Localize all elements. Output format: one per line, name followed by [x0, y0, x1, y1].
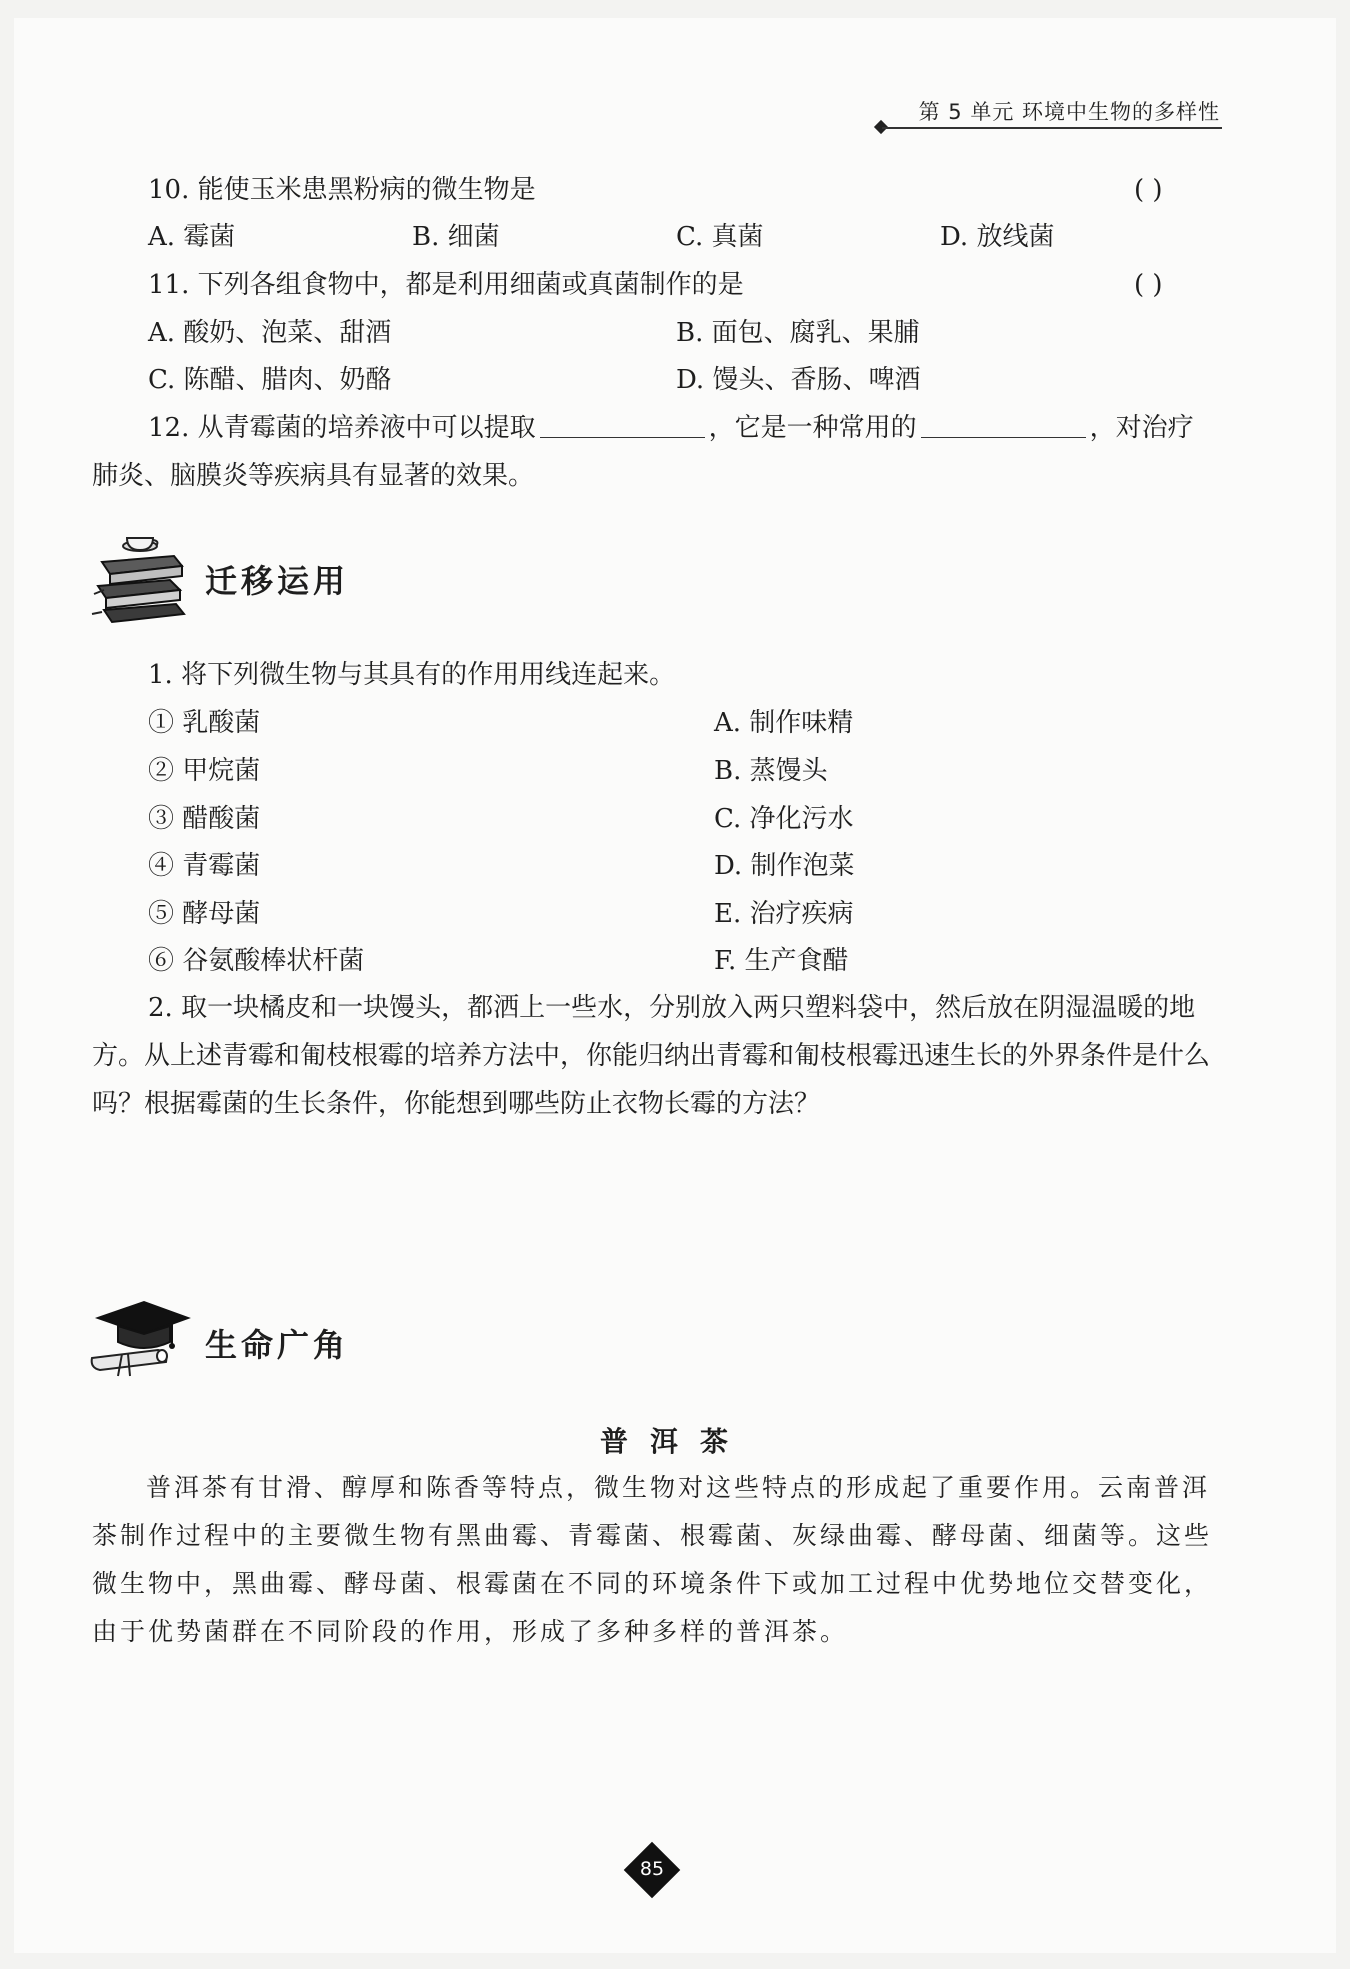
q10-option-a: A. 霉菌 [148, 222, 236, 252]
page-number: 85 [639, 1858, 665, 1880]
q10-stem: 10. 能使玉米患黑粉病的微生物是 [148, 175, 536, 205]
q11-option-b: B. 面包、腐乳、果脯 [676, 318, 920, 348]
q10-option-d: D. 放线菌 [940, 222, 1055, 252]
q12-part1: 12. 从青霉菌的培养液中可以提取 [148, 413, 536, 443]
q11-option-d: D. 馒头、香肠、啤酒 [676, 365, 921, 395]
q12-blank-1[interactable] [540, 437, 705, 438]
t1-left-item: ② 甲烷菌 [148, 756, 261, 786]
q10-option-c: C. 真菌 [676, 222, 764, 252]
article-title: 普洱茶 [599, 1425, 750, 1458]
q12-part2: ，它是一种常用的 [708, 413, 917, 443]
t1-right-item: C. 净化污水 [714, 804, 854, 834]
t1-left-item: ⑥ 谷氨酸棒状杆菌 [148, 946, 365, 976]
q11-option-a: A. 酸奶、泡菜、甜酒 [148, 318, 392, 348]
t2-paragraph [92, 984, 1218, 1128]
t1-right-item: A. 制作味精 [714, 708, 854, 738]
q11-stem: 11. 下列各组食物中，都是利用细菌或真菌制作的是 [148, 270, 744, 300]
article-paragraph [92, 1464, 1218, 1656]
t2-text: 2. 取一块橘皮和一块馒头，都洒上一些水，分别放入两只塑料袋中，然后放在阴湿温暖的地方。从上述青霉和匍枝根霉的培养方法中，你能归纳出青霉和匍枝根霉迅速生长的外界条件是什么吗？根据霉菌的生长条件，你能想到哪些防止衣物长霉的方法？ [92, 993, 1211, 1119]
t1-left-item: ③ 醋酸菌 [148, 804, 261, 834]
q10-answer-paren: ( ) [1134, 175, 1163, 205]
section-title-transfer: 迁移运用 [205, 562, 350, 600]
header-rule [882, 127, 1222, 129]
t1-right-item: B. 蒸馒头 [714, 756, 828, 786]
t1-right-item: E. 治疗疾病 [714, 899, 854, 929]
books-coffee-icon [90, 530, 190, 630]
running-header: 第 5 单元 环境中生物的多样性 [918, 100, 1220, 124]
t1-stem: 1. 将下列微生物与其具有的作用用线连起来。 [148, 660, 676, 690]
t1-left-item: ① 乳酸菌 [148, 708, 261, 738]
t1-right-item: F. 生产食醋 [714, 946, 849, 976]
q10-option-b: B. 细菌 [412, 222, 500, 252]
t1-right-item: D. 制作泡菜 [714, 851, 855, 881]
q12-part3: ，对治疗 [1089, 413, 1194, 443]
q11-option-c: C. 陈醋、腊肉、奶酪 [148, 365, 392, 395]
q11-answer-paren: ( ) [1134, 270, 1163, 300]
q12-blank-2[interactable] [921, 437, 1086, 438]
section-title-life: 生命广角 [205, 1326, 350, 1364]
q12-line1 [148, 415, 1194, 441]
graduation-cap-diploma-icon [88, 1296, 192, 1380]
q12-line2: 肺炎、脑膜炎等疾病具有显著的效果。 [92, 461, 535, 491]
t1-left-item: ④ 青霉菌 [148, 851, 261, 881]
t1-left-item: ⑤ 酵母菌 [148, 899, 261, 929]
article-text: 普洱茶有甘滑、醇厚和陈香等特点，微生物对这些特点的形成起了重要作用。云南普洱茶制作过程中的主要微生物有黑曲霉、青霉菌、根霉菌、灰绿曲霉、酵母菌、细菌等。这些微生物中，黑曲霉、酵母菌、根霉菌在不同的环境条件下或加工过程中优势地位交替变化，由于优势菌群在不同阶段的作用，形成了多种多样的普洱茶。 [92, 1473, 1213, 1646]
